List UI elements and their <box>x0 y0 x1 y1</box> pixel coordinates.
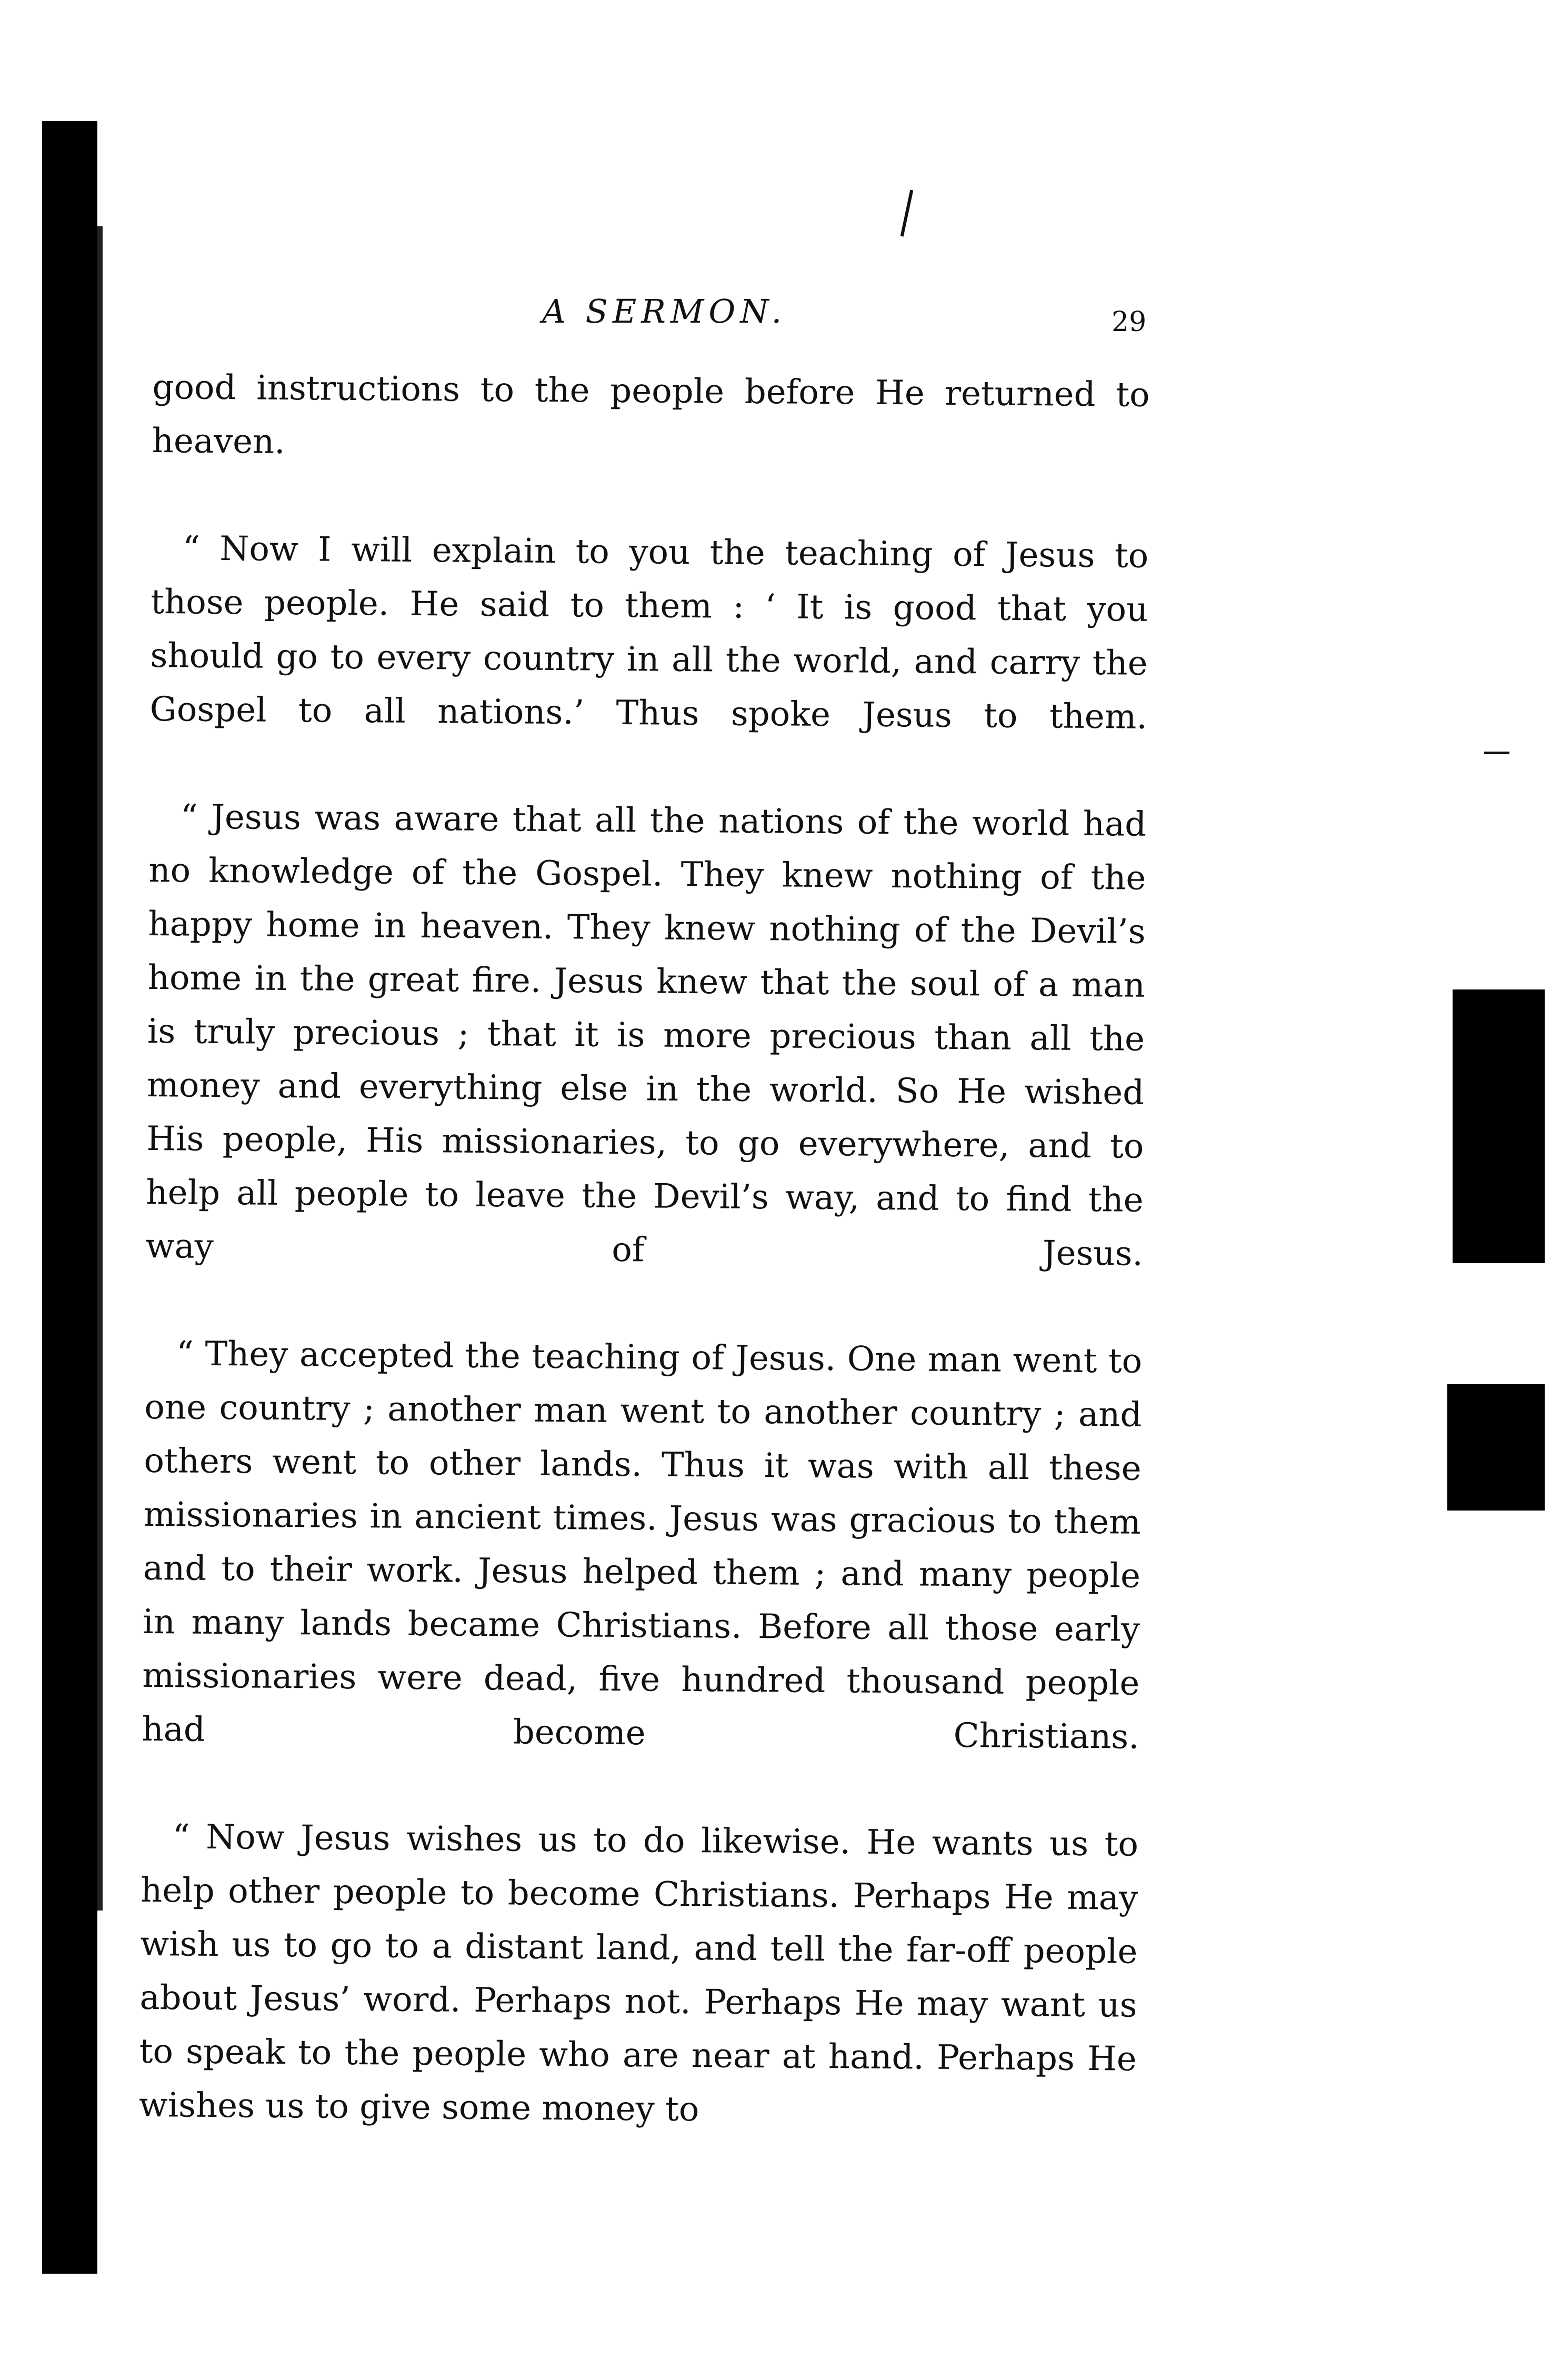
pen-mark <box>900 189 914 236</box>
page-number: 29 <box>1112 306 1147 338</box>
scan-artifact-dash <box>1484 752 1509 754</box>
paragraph: “ Now Jesus wishes us to do likewise. He wants us to help other people to become Christians. Perhaps He may wish us to go to a distant land, and tell the far-off people about Jesus’ word. Perhaps not. Perhaps He may want us to speak to the people who are near at hand. Perhaps He wishes us to give some money to <box>138 1817 1139 2129</box>
paragraph: “ They accepted the teaching of Jesus. One man went to one country ; another man went to another country ; and others went to other lands. Thus it was with all these missionaries in ancient times. Jesus was gracious to them and to their work. Jesus helped them ; and many people in many lands became Christians. Before all those early missionaries were dead, five hundred thousand people had become Christians. <box>142 1334 1143 1757</box>
scan-edge-shadow <box>42 121 97 2274</box>
running-title: A SERMON. <box>542 292 787 331</box>
paragraph: “ Jesus was aware that all the nations of the world had no knowledge of the Gospel. They knew nothing of the happy home in heaven. They knew nothing of the Devil’s home in the great fire. Jesus knew that the soul of a man is truly precious ; that it is more precious than all the money and everything else in the world. So He wished His people, His missionaries, to go everywhere, and to help all people to leave the Devil’s way, and to find the way of Jesus. <box>145 797 1147 1274</box>
scan-edge-line <box>97 226 103 1911</box>
scan-artifact-block <box>1453 989 1545 1263</box>
paragraph: good instructions to the people before He returned to heaven. <box>152 367 1150 462</box>
paragraph: “ Now I will explain to you the teaching of Jesus to those people. He said to them : ‘ It is good that you should go to every country in all the world, and carry the Gospel to all nations.’ Thus spoke Jesus to them. <box>149 529 1149 737</box>
body-text <box>139 361 1150 2140</box>
scan-artifact-block <box>1447 1384 1545 1511</box>
